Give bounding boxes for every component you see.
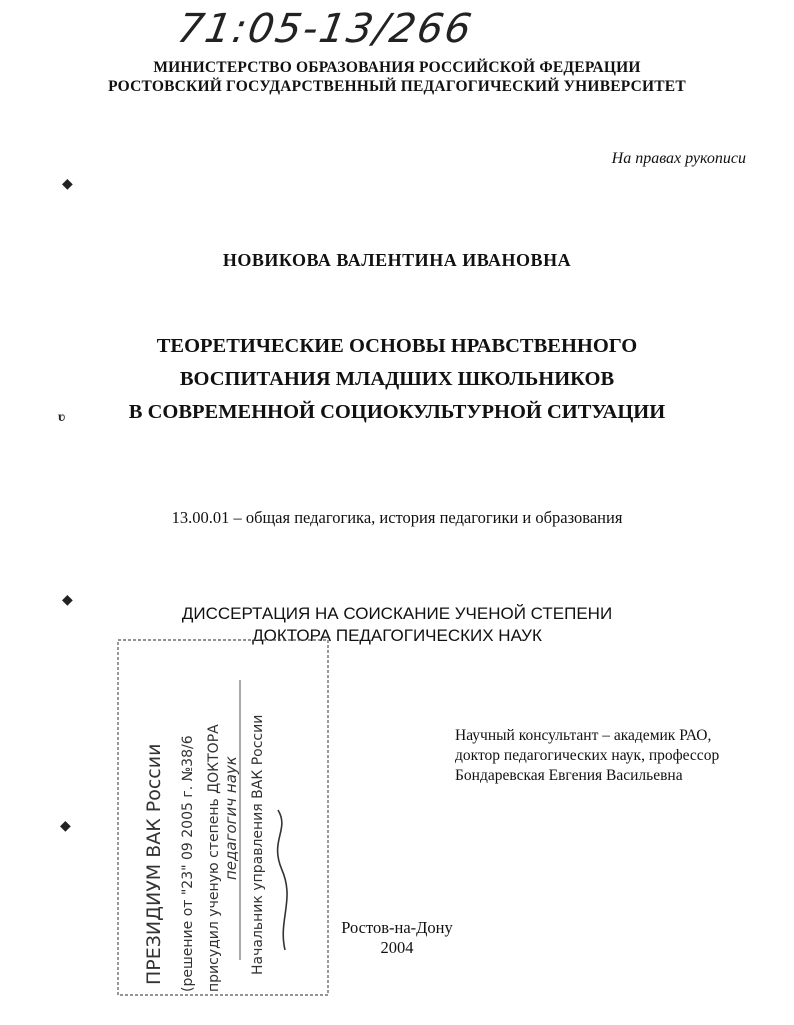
- title-line-2: ВОСПИТАНИЯ МЛАДШИХ ШКОЛЬНИКОВ: [179, 368, 615, 390]
- consultant-line-3: Бондаревская Евгения Васильевна: [455, 767, 683, 784]
- title-line-1: ТЕОРЕТИЧЕСКИЕ ОСНОВЫ НРАВСТВЕННОГО: [156, 335, 638, 357]
- handwritten-archive-number: 71:05-13/266: [173, 6, 477, 52]
- degree-line-2: ДОКТОРА ПЕДАГОГИЧЕСКИХ НАУК: [252, 626, 542, 645]
- consultant-line-2: доктор педагогических наук, профессор: [455, 747, 720, 764]
- university-line: РОСТОВСКИЙ ГОСУДАРСТВЕННЫЙ ПЕДАГОГИЧЕСКИЙ УНИВЕРСИТЕТ: [108, 78, 686, 95]
- year: 2004: [380, 938, 414, 957]
- degree-line-1: ДИССЕРТАЦИЯ НА СОИСКАНИЕ УЧЕНОЙ СТЕПЕНИ: [181, 604, 613, 623]
- title-line-3: В СОВРЕМЕННОЙ СОЦИОКУЛЬТУРНОЙ СИТУАЦИИ: [128, 401, 666, 423]
- ministry-line-1: МИНИСТЕРСТВО ОБРАЗОВАНИЯ РОССИЙСКОЙ ФЕДЕРАЦИИ: [153, 59, 641, 76]
- stamp-line-4: педагогич наук: [222, 756, 240, 880]
- rights-note: На правах рукописи: [611, 150, 746, 167]
- author-name: НОВИКОВА ВАЛЕНТИНА ИВАНОВНА: [222, 250, 572, 270]
- ministry-header: [0, 58, 794, 96]
- stamp-line-3: присудил ученую степень ДОКТОРА: [206, 724, 222, 992]
- signature-icon: [278, 810, 287, 950]
- city: Ростов-на-Дону: [341, 918, 453, 937]
- consultant-line-1: Научный консультант – академик РАО,: [455, 727, 712, 744]
- margin-mark: ◆: [60, 819, 71, 834]
- stamp-line-2: (решение от "23" 09 2005 г. №38/6: [180, 735, 196, 992]
- margin-mark: ◆: [62, 177, 73, 192]
- specialty-code: 13.00.01 – общая педагогика, история педагогики и образования: [171, 508, 623, 527]
- vak-stamp: [110, 630, 340, 1000]
- dissertation-title: [0, 330, 794, 429]
- scientific-consultant: [455, 726, 719, 786]
- margin-mark: ʋ: [58, 410, 66, 425]
- stamp-line-1: ПРЕЗИДИУМ ВАК России: [143, 743, 165, 985]
- margin-mark: ◆: [62, 593, 73, 608]
- stamp-line-5: Начальник управления ВАК России: [250, 714, 266, 975]
